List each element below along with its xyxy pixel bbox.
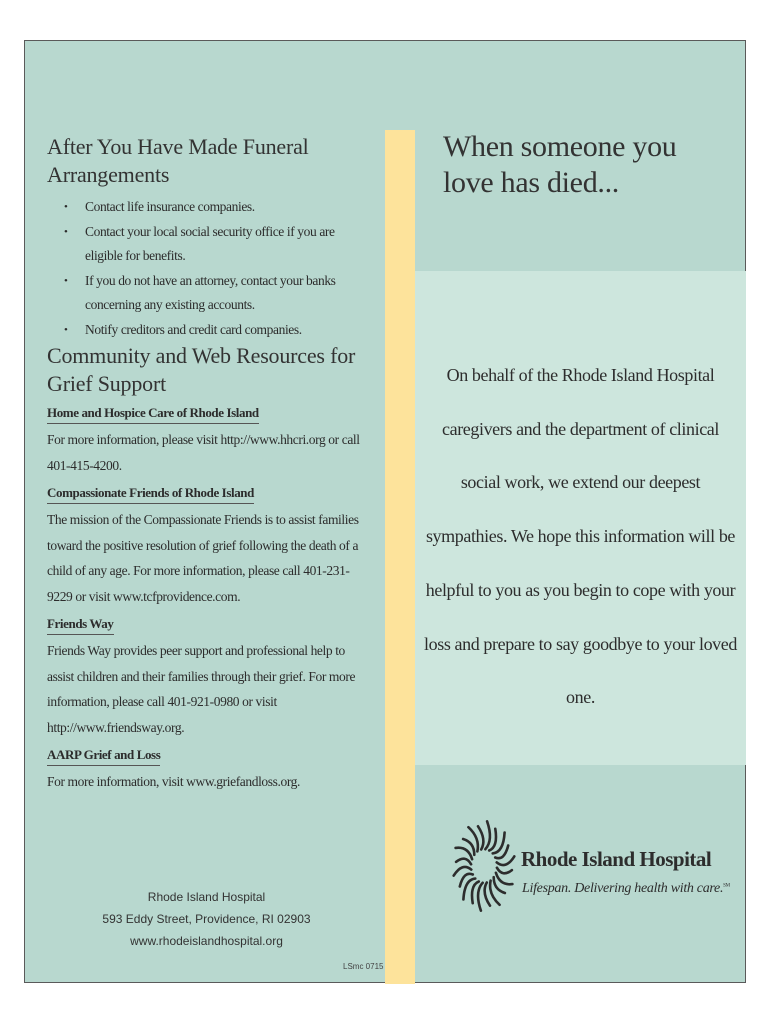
tagline-text: Lifespan. Delivering health with care. bbox=[522, 881, 724, 896]
resource-name: AARP Grief and Loss bbox=[47, 746, 160, 766]
resources-heading: Community and Web Resources for Grief Support bbox=[47, 343, 356, 396]
brochure-page bbox=[24, 40, 746, 983]
list-item: • Notify creditors and credit card companies. bbox=[47, 318, 363, 343]
resource-name: Home and Hospice Care of Rhode Island bbox=[47, 404, 259, 424]
logo-ray bbox=[497, 868, 512, 874]
address-street: 593 Eddy Street, Providence, RI 02903 bbox=[102, 912, 311, 926]
resource-text: For more information, please visit http://www.hhcri.org or call 401-415-4200. bbox=[47, 432, 360, 473]
service-mark: SM bbox=[723, 883, 730, 889]
resource-hhcri bbox=[47, 404, 367, 478]
funeral-heading: After You Have Made Funeral Arrangements bbox=[47, 134, 309, 187]
resource-friends-way bbox=[47, 615, 367, 740]
resource-text: The mission of the Compassionate Friends is to assist families toward the positive resolution of grief following the death of a child of any age. For more information, please call 401-231-9229 or visit www.tcfprovidence.com. bbox=[47, 512, 359, 604]
logo-ray bbox=[485, 821, 490, 849]
resource-compassionate-friends bbox=[47, 484, 367, 609]
resource-text: For more information, visit www.griefandloss.org. bbox=[47, 774, 300, 789]
list-item: • Contact your local social security office if you are eligible for benefits. bbox=[47, 220, 363, 269]
form-code: LSmc 0715 bbox=[343, 962, 384, 971]
logo-ray bbox=[456, 859, 471, 865]
address-website: www.rhodeislandhospital.org bbox=[130, 934, 283, 948]
center-fold-stripe bbox=[385, 130, 415, 984]
resource-text: Friends Way provides peer support and professional help to assist children and their families through their grief. For more information, please call 401-921-0980 or visit http://www.friendsway.org. bbox=[47, 643, 356, 735]
resource-name: Friends Way bbox=[47, 615, 114, 635]
logo-name: Rhode Island Hospital bbox=[521, 847, 712, 871]
address-name: Rhode Island Hospital bbox=[147, 890, 266, 904]
list-item: • If you do not have an attorney, contact your banks concerning any existing accounts. bbox=[47, 269, 363, 318]
left-panel bbox=[47, 133, 367, 795]
resource-name: Compassionate Friends of Rhode Island bbox=[47, 484, 254, 504]
message-panel bbox=[415, 271, 746, 765]
condolence-message: On behalf of the Rhode Island Hospital caregivers and the department of clinical social work, we extend our deepest sympathies. We hope this information will be helpful to you as you begin to cope with your loss and prepare to say goodbye to your loved one. bbox=[424, 365, 737, 708]
logo-ray bbox=[478, 883, 483, 911]
cover-title: When someone you love has died... bbox=[443, 130, 677, 199]
logo-tagline bbox=[522, 881, 730, 897]
sunburst-icon bbox=[452, 817, 516, 915]
list-item: • Contact life insurance companies. bbox=[47, 195, 363, 220]
hospital-address bbox=[100, 886, 313, 952]
funeral-checklist bbox=[47, 195, 367, 342]
resource-aarp bbox=[47, 746, 367, 795]
